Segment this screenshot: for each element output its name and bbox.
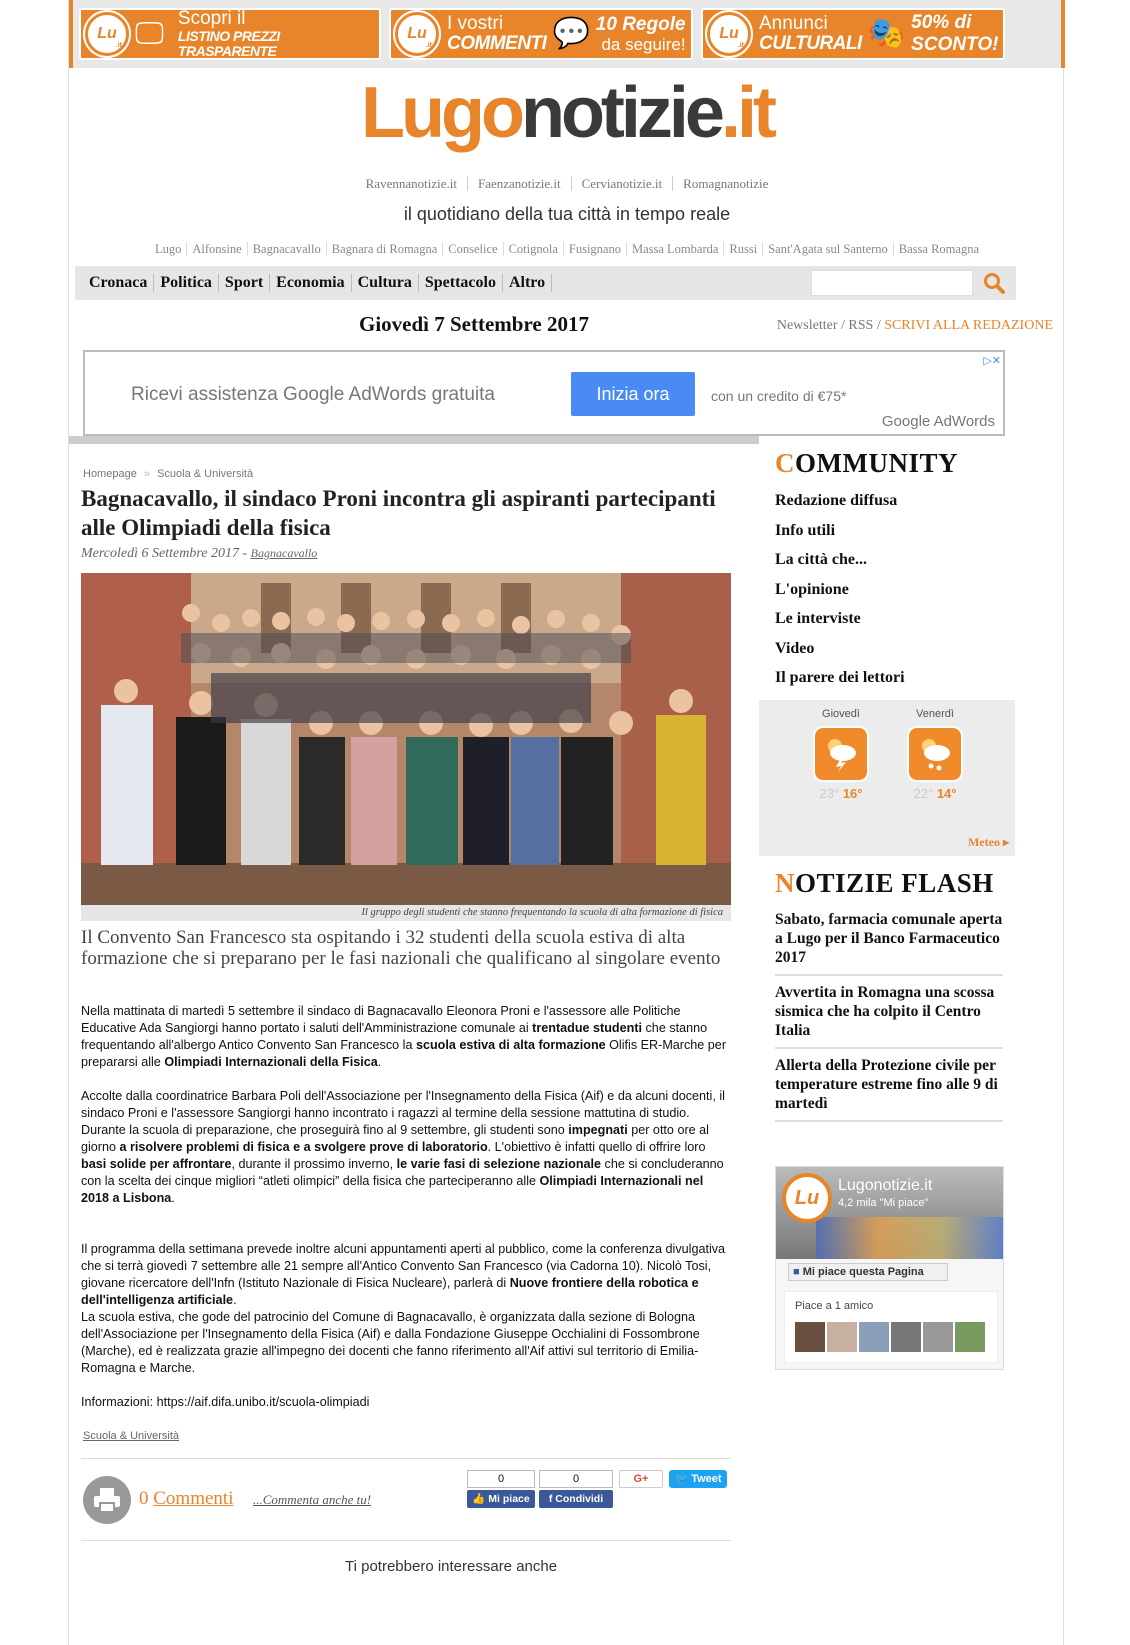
community-item[interactable]: Il parere dei lettori (775, 669, 905, 686)
flash-news-item[interactable]: Allerta della Protezione civile per temperature estreme fino alle 9 di martedì (775, 1056, 1003, 1122)
paragraph: La scuola estiva, che gode del patrocinio del Comune di Bagnacavallo, è organizzata dalla sezione di Bologna dell'Associazione per l'Insegnamento della Fisica (Aif) e dalla Fondazione Giuseppe Occhialini di Fossombrone (Marche), ed è realizzata grazie all'impegno dei docenti che fanno riferimento all'Aif attivi sul territorio di Emilia-Romagna e Marche. (81, 1310, 700, 1375)
newsletter-link[interactable]: Newsletter (776, 318, 838, 333)
sister-site-link[interactable]: Ravennanotizie.it (356, 176, 468, 191)
nav-cultura[interactable]: Cultura (352, 274, 419, 292)
fb-cover-art (816, 1217, 1003, 1259)
chevron-right-icon: ▸ (1002, 835, 1009, 849)
weather-day[interactable] (805, 708, 877, 801)
adwords-ad[interactable] (83, 350, 1005, 436)
related-heading: Ti potrebbero interessare anche (345, 1558, 558, 1575)
weather-day[interactable] (899, 708, 971, 801)
nav-sport[interactable]: Sport (219, 274, 270, 292)
search-input[interactable] (811, 270, 973, 296)
top-links (777, 318, 1053, 334)
info-paragraph[interactable]: Informazioni: https://aif.difa.unibo.it/scuola-olimpiadi (81, 1395, 370, 1409)
flash-news-list (775, 910, 1003, 1129)
town-link[interactable]: Bagnara di Romagna (327, 242, 444, 256)
divider (81, 1540, 731, 1541)
print-button[interactable] (83, 1476, 131, 1524)
banner-line2: COMMENTI (447, 33, 547, 54)
tweet-button[interactable]: 🐦 Tweet (669, 1470, 727, 1488)
nav-spettacolo[interactable]: Spettacolo (419, 274, 503, 292)
temp-low: 23° (819, 786, 840, 801)
monitor-euro-icon: 🖵 (135, 17, 164, 50)
avatar[interactable] (795, 1322, 825, 1352)
separator: / (841, 318, 845, 333)
breadcrumb-sep: » (143, 468, 151, 480)
avatar[interactable] (955, 1322, 985, 1352)
town-link[interactable]: Bassa Romagna (898, 242, 979, 256)
flash-news-item[interactable]: Avvertita in Romagna una scossa sismica che ha colpito il Centro Italia (775, 983, 1003, 1049)
town-link[interactable]: Alfonsine (187, 242, 247, 256)
temp-low: 22° (913, 786, 934, 801)
article-date: Mercoledì 6 Settembre 2017 (81, 546, 239, 561)
sister-site-link[interactable]: Cervianotizie.it (572, 176, 674, 191)
photo-caption: Il gruppo degli studenti che stanno frequentando la scuola di alta formazione di fisica (81, 905, 731, 921)
comment-prompt-link[interactable]: ...Commenta anche tu! (253, 1492, 372, 1507)
community-item[interactable]: Info utili (775, 521, 836, 539)
article-place-link[interactable]: Bagnacavallo (250, 546, 318, 560)
banner-extra2: da seguire! (601, 35, 686, 55)
town-link[interactable]: Sant'Agata sul Santerno (763, 242, 894, 256)
share-button[interactable]: f Condividi (539, 1490, 613, 1508)
lu-logo-icon: Lu .it (395, 12, 439, 56)
ad-text: Ricevi assistenza Google AdWords gratuita (131, 384, 495, 405)
banner-line1: Annunci (759, 13, 828, 35)
paragraph: Accolte dalla coordinatrice Barbara Poli dell'Associazione per l'Insegnamento della Fisica (Aif) e da alcuni docenti, il sindaco Proni e l'assessore Sangiorgi hanno incontrato i ragazzi al termine della sessione mattutina di studio. Durante la scuola di preparazione, che proseguirà fino al 9 settembre, gli studenti sono impegnati per otto ore al giorno a risolvere problemi di fisica e a svolgere prove di laboratorio. L'obiettivo è infatti quello di offrire loro basi solide per affrontare, durante il prossimo inverno, le varie fasi di selezione nazionale che si concluderanno con la scelta dei cinque migliori “atleti olimpici” della fisica che parteciperanno alle Olimpiadi Internazionali nel 2018 a Lisbona. (81, 1089, 725, 1205)
theater-masks-icon: 🎭 (867, 17, 906, 50)
ad-brand: Google AdWords (881, 413, 995, 430)
article-subtitle: Il Convento San Francesco sta ospitando i 32 studenti della scuola estiva di alta formazione che si preparano per le fasi nazionali che qualificano al singolare evento (81, 927, 721, 969)
facebook-icon: ■ (793, 1266, 800, 1278)
town-link[interactable]: Lugo (150, 242, 187, 256)
paragraph: Nella mattinata di martedì 5 settembre il sindaco di Bagnacavallo Eleonora Proni e l'assessore alle Politiche Educative Ada Sangiorgi hanno portato i saluti dell'Amministrazione comunale ai trentadue studenti che stanno frequentando all'albergo Antico Convento San Francesco la scuola estiva di alta formazione Olifis ER-Marche per prepararsi alle Olimpiadi Internazionali della Fisica. (81, 1004, 727, 1069)
divider (69, 436, 759, 444)
lu-logo-icon[interactable]: Lu (782, 1173, 832, 1223)
divider (81, 1458, 731, 1459)
community-item[interactable]: Redazione diffusa (775, 492, 898, 509)
banner-line2: CULTURALI (759, 33, 862, 54)
google-plus-button[interactable]: G+ (619, 1470, 663, 1488)
site-logo[interactable]: Lugonotizie.it (361, 73, 773, 153)
fb-like-page-button[interactable]: ■ Mi piace questa Pagina (788, 1263, 948, 1281)
avatar[interactable] (827, 1322, 857, 1352)
article-tag[interactable]: Scuola & Università (83, 1430, 179, 1442)
weather-widget (759, 700, 1015, 856)
twitter-bird-icon: 🐦 (674, 1473, 689, 1485)
facebook-like-widget[interactable] (467, 1470, 535, 1508)
fb-friends-box (784, 1291, 998, 1363)
banner-listino-prezzi[interactable] (79, 8, 381, 60)
facebook-page-widget (775, 1166, 1004, 1370)
paragraph: Il programma della settimana prevede inoltre alcuni appuntamenti aperti al pubblico, come la conferenza divulgativa che si terrà giovedì 7 settembre alle 21 sempre all'Antico Convento San Francesco (via Cadorna 10). Nicolò Tosi, giovane ricercatore dell'Infn (Istituto Nazionale di Fisica Nucleare), parlerà di Nuove frontiere della robotica e dell'intelligenza artificiale. (81, 1242, 726, 1307)
breadcrumb-section[interactable]: Scuola & Università (157, 468, 254, 480)
like-count: 0 (467, 1470, 535, 1488)
write-to-editors-link[interactable]: SCRIVI ALLA REDAZIONE (884, 318, 1053, 333)
town-link[interactable]: Massa Lombarda (627, 242, 724, 256)
promo-banners (69, 0, 1065, 68)
town-link[interactable]: Conselice (443, 242, 503, 256)
nav-cronaca[interactable]: Cronaca (83, 274, 154, 292)
current-date: Giovedì 7 Settembre 2017 (359, 312, 589, 336)
community-heading: COMMUNITY (775, 448, 958, 478)
avatar[interactable] (923, 1322, 953, 1352)
byline-dash: - (238, 546, 251, 561)
temp-high: 14° (936, 786, 957, 801)
banner-extra2: SCONTO! (911, 34, 999, 55)
share-count: 0 (539, 1470, 613, 1488)
article-body (81, 1003, 733, 1428)
town-links (87, 242, 1047, 257)
flash-news-item[interactable]: Sabato, farmacia comunale aperta a Lugo per il Banco Farmaceutico 2017 (775, 910, 1003, 976)
temp-high: 16° (842, 786, 863, 801)
lu-logo-icon: Lu .it (85, 12, 129, 56)
fb-page-likes: 4,2 mila "Mi piace" (838, 1197, 929, 1209)
town-link[interactable]: Cotignola (504, 242, 564, 256)
nav-altro[interactable]: Altro (503, 274, 552, 292)
sister-site-link[interactable]: Faenzanotizie.it (468, 176, 572, 191)
community-list (775, 486, 905, 693)
ad-close-icon[interactable]: ▷✕ (983, 355, 1001, 367)
flash-news-heading: NOTIZIE FLASH (775, 868, 994, 898)
breadcrumb-home[interactable]: Homepage (83, 468, 137, 480)
like-button[interactable]: 👍 Mi piace (467, 1490, 535, 1508)
breadcrumb (83, 468, 253, 480)
sister-sites (69, 176, 1065, 192)
banner-line1: Scopri il (177, 8, 246, 30)
page (68, 0, 1064, 1645)
separator: / (876, 318, 881, 333)
town-link[interactable]: Bagnacavallo (248, 242, 327, 256)
nav-politica[interactable]: Politica (154, 274, 219, 292)
banner-extra1: 10 Regole (595, 14, 686, 36)
meteo-link[interactable]: Meteo ▸ (967, 835, 1009, 849)
ad-credit: con un credito di €75* (711, 388, 847, 404)
tagline: il quotidiano della tua città in tempo reale (403, 204, 731, 224)
rain-cloud-icon (907, 726, 963, 782)
fb-page-name[interactable]: Lugonotizie.it (838, 1177, 933, 1194)
rss-link[interactable]: RSS (848, 318, 874, 333)
community-item[interactable]: L'opinione (775, 580, 849, 598)
weather-day-name: Venerdì (916, 708, 954, 720)
banner-annunci-culturali[interactable] (701, 8, 1005, 60)
town-link[interactable]: Russi (724, 242, 763, 256)
town-link[interactable]: Fusignano (564, 242, 627, 256)
avatar[interactable] (859, 1322, 889, 1352)
speech-bubble-icon: 💬 (552, 17, 590, 50)
banner-commenti[interactable] (389, 8, 693, 60)
article-title: Bagnacavallo, il sindaco Proni incontra gli aspiranti partecipanti alle Olimpiadi della fisica (81, 486, 716, 540)
sister-site-link[interactable]: Romagnanotizie (683, 176, 769, 191)
banner-extra1: 50% di (911, 12, 972, 33)
fb-friends-text: Piace a 1 amico (795, 1300, 874, 1312)
lu-logo-icon: Lu .it (707, 12, 751, 56)
community-item[interactable]: Video (775, 639, 815, 657)
search-button[interactable] (977, 266, 1011, 300)
article-photo (81, 573, 731, 905)
printer-icon (92, 1486, 122, 1514)
comments-link[interactable]: 0 Commenti (139, 1488, 234, 1509)
article-byline (81, 546, 317, 562)
community-item[interactable]: La città che... (775, 551, 867, 568)
facebook-share-widget[interactable] (539, 1470, 613, 1508)
ad-cta-button[interactable]: Inizia ora (571, 372, 695, 416)
banner-line1: I vostri (447, 13, 503, 35)
weather-day-name: Giovedì (822, 708, 860, 720)
search-icon (983, 272, 1005, 294)
community-item[interactable]: Le interviste (775, 610, 861, 627)
nav-economia[interactable]: Economia (270, 274, 351, 292)
banner-line2: LISTINO PREZZI TRASPARENTE (177, 28, 280, 59)
fb-friend-avatars (795, 1322, 985, 1352)
avatar[interactable] (891, 1322, 921, 1352)
storm-cloud-icon (813, 726, 869, 782)
